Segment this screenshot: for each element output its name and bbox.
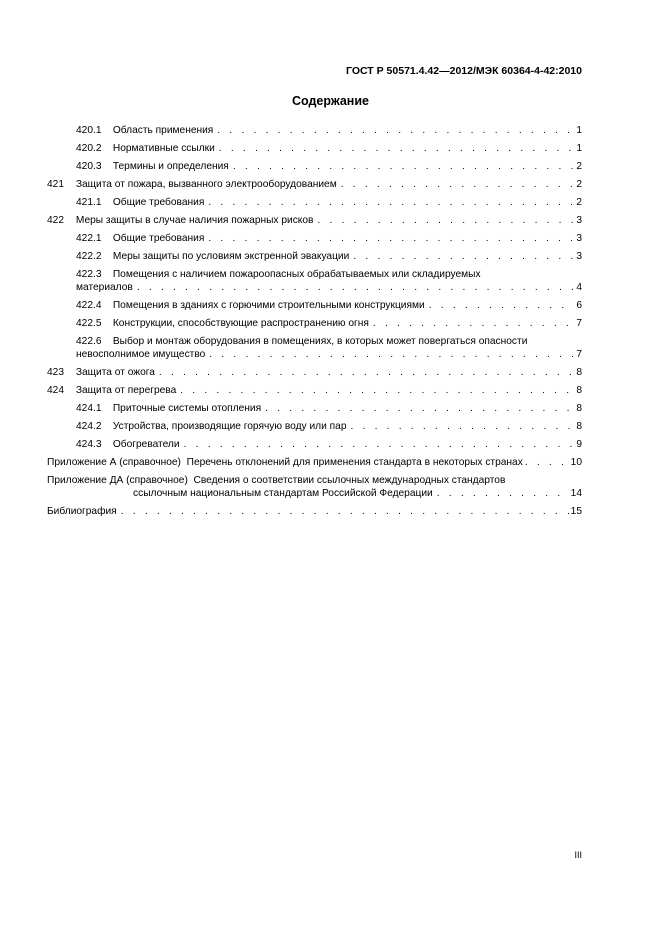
leader-dots [208, 196, 574, 209]
toc-page: 3 [576, 215, 582, 226]
leader-dots [233, 160, 575, 173]
toc-entry-422-6[interactable] [47, 335, 582, 361]
toc-number: 422.1 [76, 233, 102, 244]
leader-dots [429, 299, 575, 312]
toc-text: Область применения [112, 125, 214, 136]
toc-entry-appendix-a[interactable] [47, 456, 582, 469]
toc-page: 7 [576, 318, 582, 329]
toc-number: 422 [47, 215, 64, 226]
toc-page: 3 [576, 233, 582, 244]
leader-dots [341, 178, 575, 191]
toc-entry-422-2[interactable] [47, 250, 582, 263]
toc-entry-422[interactable] [47, 214, 582, 227]
toc-entry-424[interactable] [47, 384, 582, 397]
toc-text: Нормативные ссылки [112, 143, 215, 154]
toc-page: 8 [576, 385, 582, 396]
toc-entry-420-1[interactable] [47, 124, 582, 137]
leader-dots [159, 366, 574, 379]
toc-number: Приложение ДА (справочное) [47, 475, 188, 486]
toc-text: Помещения с наличием пожароопасных обрабатываемых или складируемых [112, 269, 481, 280]
toc-text-continued: невосполнимое имущество [76, 349, 206, 360]
toc-number: 422.6 [76, 336, 102, 347]
toc-page: 10 [570, 457, 582, 468]
table-of-contents [47, 124, 582, 518]
toc-number: Приложение А (справочное) [47, 457, 181, 468]
toc-entry-422-1[interactable] [47, 232, 582, 245]
toc-page: 2 [576, 179, 582, 190]
toc-page: 6 [576, 300, 582, 311]
toc-page: 14 [570, 488, 582, 499]
toc-page: 9 [576, 439, 582, 450]
leader-dots [525, 456, 569, 469]
toc-text: Меры защиты в случае наличия пожарных рисков [75, 215, 314, 226]
toc-entry-420-2[interactable] [47, 142, 582, 155]
toc-text: Общие требования [112, 233, 205, 244]
leader-dots [217, 124, 574, 137]
toc-entry-422-3[interactable] [47, 268, 582, 294]
toc-page: 7 [576, 349, 582, 360]
toc-text: Конструкции, способствующие распространению огня [112, 318, 369, 329]
toc-page: 8 [576, 367, 582, 378]
leader-dots [208, 232, 574, 245]
leader-dots [317, 214, 574, 227]
leader-dots [265, 402, 574, 415]
page-number: III [574, 850, 582, 860]
toc-text: Помещения в зданиях с горючими строительными конструкциями [112, 300, 425, 311]
toc-number: 424.2 [76, 421, 102, 432]
leader-dots [373, 317, 574, 330]
toc-page: 2 [576, 197, 582, 208]
toc-text-continued: материалов [76, 282, 133, 293]
toc-number: 421.1 [76, 197, 102, 208]
toc-entry-appendix-da[interactable] [47, 474, 582, 500]
toc-entry-bibliography[interactable] [47, 505, 582, 518]
leader-dots [180, 384, 574, 397]
toc-text: Перечень отклонений для применения стандарта в некоторых странах [186, 457, 523, 468]
toc-text-continued: ссылочным национальным стандартам Российской Федерации [133, 488, 433, 499]
toc-page: 1 [576, 143, 582, 154]
leader-dots [437, 487, 569, 500]
toc-text: Защита от перегрева [75, 385, 177, 396]
toc-text: Сведения о соответствии ссылочных международных стандартов [193, 475, 506, 486]
toc-number: 424.1 [76, 403, 102, 414]
toc-page: 8 [576, 403, 582, 414]
toc-entry-423[interactable] [47, 366, 582, 379]
toc-number: 420.3 [76, 161, 102, 172]
toc-entry-422-5[interactable] [47, 317, 582, 330]
toc-number: 420.2 [76, 143, 102, 154]
toc-entry-420-3[interactable] [47, 160, 582, 173]
toc-entry-424-3[interactable] [47, 438, 582, 451]
toc-text: Библиография [47, 506, 117, 517]
toc-number: 422.5 [76, 318, 102, 329]
leader-dots [184, 438, 575, 451]
leader-dots [351, 420, 575, 433]
toc-entry-424-1[interactable] [47, 402, 582, 415]
toc-number: 422.3 [76, 269, 102, 280]
toc-page: 15 [570, 506, 582, 517]
leader-dots [219, 142, 575, 155]
toc-page: 1 [576, 125, 582, 136]
toc-text: Общие требования [112, 197, 205, 208]
toc-text: Термины и определения [112, 161, 229, 172]
toc-text: Защита от ожога [75, 367, 155, 378]
toc-number: 424 [47, 385, 64, 396]
toc-text: Приточные системы отопления [112, 403, 262, 414]
toc-page: 8 [576, 421, 582, 432]
toc-page: 4 [576, 282, 582, 293]
page-title: Содержание [291, 94, 369, 108]
toc-number: 424.3 [76, 439, 102, 450]
toc-number: 422.2 [76, 251, 102, 262]
toc-number: 423 [47, 367, 64, 378]
toc-page: 3 [576, 251, 582, 262]
toc-text: Меры защиты по условиям экстренной эвакуации [112, 251, 350, 262]
leader-dots [137, 281, 575, 294]
toc-text: Выбор и монтаж оборудования в помещениях, в которых может повергаться опасности [112, 336, 528, 347]
toc-entry-424-2[interactable] [47, 420, 582, 433]
leader-dots [209, 348, 574, 361]
leader-dots [353, 250, 574, 263]
toc-entry-422-4[interactable] [47, 299, 582, 312]
toc-entry-421-1[interactable] [47, 196, 582, 209]
toc-text: Обогреватели [112, 439, 180, 450]
toc-number: 421 [47, 179, 64, 190]
toc-text: Защита от пожара, вызванного электрооборудованием [75, 179, 337, 190]
standard-designation: ГОСТ Р 50571.4.42—2012/МЭК 60364-4-42:2010 [346, 65, 582, 77]
toc-number: 420.1 [76, 125, 102, 136]
toc-page: 2 [576, 161, 582, 172]
toc-number: 422.4 [76, 300, 102, 311]
leader-dots [121, 505, 569, 518]
toc-entry-421[interactable] [47, 178, 582, 191]
toc-text: Устройства, производящие горячую воду или пар [112, 421, 347, 432]
